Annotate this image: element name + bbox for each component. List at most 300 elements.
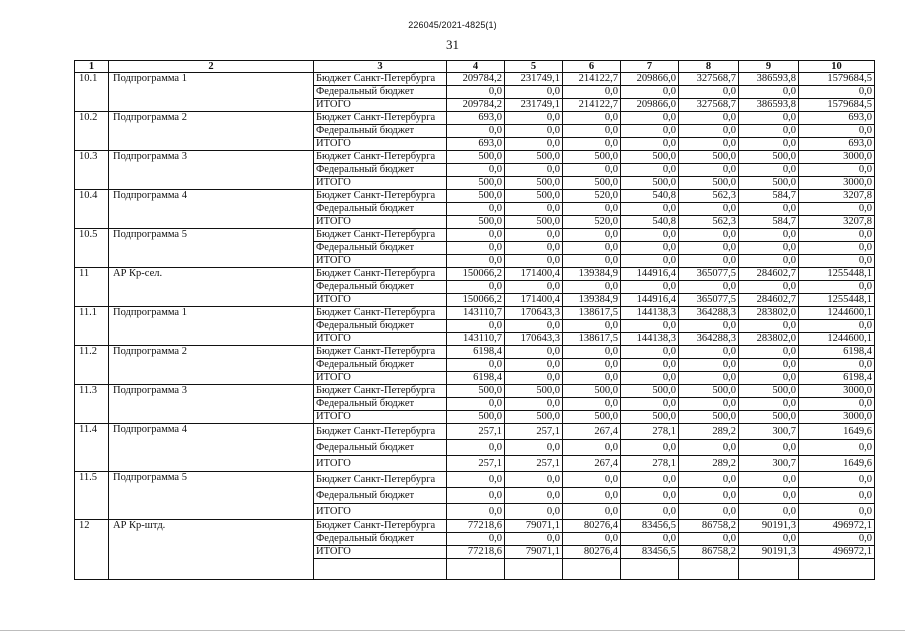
- value-cell-col-7: 278,1: [621, 456, 679, 472]
- value-cell-col-9: 500,0: [739, 177, 799, 190]
- value-cell-col-6: 0,0: [563, 398, 621, 411]
- table-row: [75, 472, 875, 488]
- budget-table: [74, 60, 875, 580]
- value-cell-col-9: 90191,3: [739, 546, 799, 559]
- value-cell-col-7: 500,0: [621, 385, 679, 398]
- value-cell-col-8: 562,3: [679, 190, 739, 203]
- value-cell-col-7: 0,0: [621, 320, 679, 333]
- value-cell-col-6: 0,0: [563, 203, 621, 216]
- column-header-2: 2: [109, 61, 314, 73]
- funding-source: Бюджет Санкт-Петербурга: [314, 151, 447, 164]
- value-cell-col-6: 500,0: [563, 151, 621, 164]
- value-cell-col-5: 0,0: [505, 164, 563, 177]
- value-cell-col-8: 289,2: [679, 456, 739, 472]
- column-header-1: 1: [75, 61, 109, 73]
- value-cell-col-10: 0,0: [799, 255, 875, 268]
- row-name: Подпрограмма 1: [109, 73, 314, 112]
- value-cell-col-10: 0,0: [799, 359, 875, 372]
- value-cell-col-7: 0,0: [621, 488, 679, 504]
- row-name: Подпрограмма 3: [109, 385, 314, 424]
- row-name: Подпрограмма 5: [109, 229, 314, 268]
- value-cell-col-10: 1244600,1: [799, 307, 875, 320]
- value-cell-col-7: 0,0: [621, 372, 679, 385]
- value-cell-col-6: 214122,7: [563, 99, 621, 112]
- value-cell-col-5: 0,0: [505, 398, 563, 411]
- value-cell-col-9: 90191,3: [739, 520, 799, 533]
- value-cell-col-4: 0,0: [447, 281, 505, 294]
- funding-source: Бюджет Санкт-Петербурга: [314, 229, 447, 242]
- value-cell-col-4: 693,0: [447, 112, 505, 125]
- value-cell-col-9: 0,0: [739, 112, 799, 125]
- value-cell-col-7: 500,0: [621, 411, 679, 424]
- value-cell-col-8: 0,0: [679, 440, 739, 456]
- value-cell-col-6: 139384,9: [563, 294, 621, 307]
- value-cell-col-5: 0,0: [505, 112, 563, 125]
- funding-source: Бюджет Санкт-Петербурга: [314, 268, 447, 281]
- value-cell-col-5: 500,0: [505, 411, 563, 424]
- value-cell-col-5: 0,0: [505, 440, 563, 456]
- funding-source: Федеральный бюджет: [314, 533, 447, 546]
- value-cell-col-4: 150066,2: [447, 294, 505, 307]
- value-cell-col-10: 1579684,5: [799, 73, 875, 86]
- value-cell-col-6: 0,0: [563, 229, 621, 242]
- funding-source: Бюджет Санкт-Петербурга: [314, 520, 447, 533]
- value-cell-col-8: 0,0: [679, 242, 739, 255]
- funding-source: Бюджет Санкт-Петербурга: [314, 307, 447, 320]
- value-cell-col-7: 0,0: [621, 359, 679, 372]
- value-cell-col-5: 257,1: [505, 424, 563, 440]
- value-cell-col-4: 0,0: [447, 255, 505, 268]
- value-cell-col-4: 150066,2: [447, 268, 505, 281]
- value-cell-col-10: 3000,0: [799, 151, 875, 164]
- value-cell-col-8: 0,0: [679, 398, 739, 411]
- row-name: АР Кр-сел.: [109, 268, 314, 307]
- column-header-9: 9: [739, 61, 799, 73]
- value-cell-col-8: 562,3: [679, 216, 739, 229]
- value-cell-col-9: 0,0: [739, 504, 799, 520]
- value-cell-col-8: 0,0: [679, 138, 739, 151]
- table-header-row: [75, 61, 875, 73]
- value-cell-col-4: 0,0: [447, 504, 505, 520]
- value-cell-col-9: 0,0: [739, 320, 799, 333]
- value-cell-col-4: 6198,4: [447, 372, 505, 385]
- value-cell-col-5: 0,0: [505, 488, 563, 504]
- value-cell-col-5: 500,0: [505, 151, 563, 164]
- value-cell-col-10: 693,0: [799, 112, 875, 125]
- value-cell-col-10: 0,0: [799, 203, 875, 216]
- value-cell-col-10: 3207,8: [799, 190, 875, 203]
- value-cell-col-7: 144916,4: [621, 294, 679, 307]
- value-cell-col-4: 209784,2: [447, 73, 505, 86]
- value-cell-col-8: 86758,2: [679, 546, 739, 559]
- value-cell-col-5: 170643,3: [505, 307, 563, 320]
- value-cell-col-4: 500,0: [447, 177, 505, 190]
- funding-source: ИТОГО: [314, 372, 447, 385]
- value-cell-col-4: 143110,7: [447, 307, 505, 320]
- column-header-10: 10: [799, 61, 875, 73]
- value-cell-col-5: 500,0: [505, 177, 563, 190]
- funding-source: Бюджет Санкт-Петербурга: [314, 346, 447, 359]
- funding-source: Федеральный бюджет: [314, 203, 447, 216]
- column-header-8: 8: [679, 61, 739, 73]
- value-cell-col-5: 257,1: [505, 456, 563, 472]
- value-cell-col-4: 0,0: [447, 164, 505, 177]
- column-header-6: 6: [563, 61, 621, 73]
- value-cell-col-9: 0,0: [739, 125, 799, 138]
- funding-source: Федеральный бюджет: [314, 164, 447, 177]
- funding-source: ИТОГО: [314, 294, 447, 307]
- value-cell-col-9: 0,0: [739, 533, 799, 546]
- value-cell-col-6: 500,0: [563, 411, 621, 424]
- value-cell-col-10: 0,0: [799, 472, 875, 488]
- value-cell-col-7: 0,0: [621, 398, 679, 411]
- empty-cell: [799, 559, 875, 580]
- funding-source: Бюджет Санкт-Петербурга: [314, 73, 447, 86]
- value-cell-col-9: 584,7: [739, 216, 799, 229]
- funding-source: Бюджет Санкт-Петербурга: [314, 472, 447, 488]
- value-cell-col-8: 0,0: [679, 281, 739, 294]
- value-cell-col-5: 0,0: [505, 504, 563, 520]
- value-cell-col-4: 0,0: [447, 86, 505, 99]
- value-cell-col-6: 500,0: [563, 385, 621, 398]
- row-name: Подпрограмма 4: [109, 190, 314, 229]
- value-cell-col-7: 0,0: [621, 504, 679, 520]
- value-cell-col-5: 0,0: [505, 255, 563, 268]
- table-row: [75, 268, 875, 281]
- funding-source: ИТОГО: [314, 546, 447, 559]
- scan-edge-line: [0, 630, 905, 631]
- value-cell-col-7: 0,0: [621, 203, 679, 216]
- value-cell-col-5: 0,0: [505, 86, 563, 99]
- row-code: 11.3: [75, 385, 109, 424]
- row-code: 10.3: [75, 151, 109, 190]
- value-cell-col-8: 365077,5: [679, 294, 739, 307]
- value-cell-col-4: 209784,2: [447, 99, 505, 112]
- table-row: [75, 190, 875, 203]
- value-cell-col-8: 0,0: [679, 229, 739, 242]
- value-cell-col-6: 520,0: [563, 216, 621, 229]
- value-cell-col-8: 0,0: [679, 488, 739, 504]
- budget-table-container: [74, 60, 874, 580]
- value-cell-col-8: 0,0: [679, 472, 739, 488]
- empty-cell: [314, 559, 447, 580]
- value-cell-col-5: 0,0: [505, 242, 563, 255]
- value-cell-col-4: 500,0: [447, 411, 505, 424]
- value-cell-col-7: 209866,0: [621, 73, 679, 86]
- value-cell-col-7: 0,0: [621, 533, 679, 546]
- value-cell-col-8: 500,0: [679, 151, 739, 164]
- value-cell-col-8: 364288,3: [679, 333, 739, 346]
- value-cell-col-4: 0,0: [447, 533, 505, 546]
- value-cell-col-7: 0,0: [621, 112, 679, 125]
- table-row: [75, 520, 875, 533]
- value-cell-col-6: 0,0: [563, 125, 621, 138]
- value-cell-col-8: 0,0: [679, 125, 739, 138]
- value-cell-col-6: 0,0: [563, 86, 621, 99]
- value-cell-col-4: 143110,7: [447, 333, 505, 346]
- value-cell-col-9: 0,0: [739, 372, 799, 385]
- value-cell-col-7: 144916,4: [621, 268, 679, 281]
- value-cell-col-6: 0,0: [563, 346, 621, 359]
- value-cell-col-5: 0,0: [505, 203, 563, 216]
- value-cell-col-4: 77218,6: [447, 520, 505, 533]
- value-cell-col-5: 170643,3: [505, 333, 563, 346]
- value-cell-col-9: 0,0: [739, 346, 799, 359]
- value-cell-col-5: 0,0: [505, 229, 563, 242]
- value-cell-col-9: 0,0: [739, 203, 799, 216]
- value-cell-col-6: 0,0: [563, 281, 621, 294]
- value-cell-col-8: 0,0: [679, 203, 739, 216]
- value-cell-col-9: 0,0: [739, 164, 799, 177]
- value-cell-col-8: 0,0: [679, 320, 739, 333]
- value-cell-col-10: 0,0: [799, 488, 875, 504]
- value-cell-col-6: 0,0: [563, 359, 621, 372]
- value-cell-col-9: 0,0: [739, 86, 799, 99]
- funding-source: ИТОГО: [314, 255, 447, 268]
- value-cell-col-4: 500,0: [447, 151, 505, 164]
- funding-source: Федеральный бюджет: [314, 242, 447, 255]
- value-cell-col-9: 0,0: [739, 398, 799, 411]
- funding-source: ИТОГО: [314, 456, 447, 472]
- value-cell-col-6: 80276,4: [563, 520, 621, 533]
- value-cell-col-10: 3000,0: [799, 177, 875, 190]
- value-cell-col-7: 0,0: [621, 242, 679, 255]
- value-cell-col-10: 1255448,1: [799, 294, 875, 307]
- row-name: Подпрограмма 2: [109, 346, 314, 385]
- value-cell-col-7: 500,0: [621, 151, 679, 164]
- value-cell-col-5: 79071,1: [505, 520, 563, 533]
- value-cell-col-10: 3207,8: [799, 216, 875, 229]
- value-cell-col-5: 0,0: [505, 138, 563, 151]
- value-cell-col-6: 214122,7: [563, 73, 621, 86]
- value-cell-col-5: 231749,1: [505, 73, 563, 86]
- value-cell-col-4: 500,0: [447, 216, 505, 229]
- value-cell-col-8: 327568,7: [679, 99, 739, 112]
- row-code: 11.1: [75, 307, 109, 346]
- value-cell-col-7: 0,0: [621, 164, 679, 177]
- value-cell-col-9: 0,0: [739, 229, 799, 242]
- table-row: [75, 229, 875, 242]
- value-cell-col-9: 0,0: [739, 242, 799, 255]
- value-cell-col-8: 0,0: [679, 359, 739, 372]
- value-cell-col-6: 0,0: [563, 440, 621, 456]
- value-cell-col-6: 520,0: [563, 190, 621, 203]
- value-cell-col-4: 0,0: [447, 320, 505, 333]
- value-cell-col-6: 0,0: [563, 533, 621, 546]
- funding-source: Федеральный бюджет: [314, 398, 447, 411]
- value-cell-col-7: 0,0: [621, 138, 679, 151]
- value-cell-col-8: 500,0: [679, 411, 739, 424]
- table-row: [75, 307, 875, 320]
- empty-cell: [621, 559, 679, 580]
- value-cell-col-4: 0,0: [447, 440, 505, 456]
- row-name: Подпрограмма 3: [109, 151, 314, 190]
- row-code: 11.4: [75, 424, 109, 472]
- value-cell-col-9: 500,0: [739, 385, 799, 398]
- funding-source: Бюджет Санкт-Петербурга: [314, 385, 447, 398]
- value-cell-col-6: 0,0: [563, 504, 621, 520]
- table-body: [75, 73, 875, 580]
- value-cell-col-10: 3000,0: [799, 411, 875, 424]
- value-cell-col-10: 6198,4: [799, 372, 875, 385]
- column-header-4: 4: [447, 61, 505, 73]
- empty-cell: [447, 559, 505, 580]
- row-code: 12: [75, 520, 109, 580]
- funding-source: ИТОГО: [314, 411, 447, 424]
- value-cell-col-4: 257,1: [447, 456, 505, 472]
- value-cell-col-5: 0,0: [505, 346, 563, 359]
- value-cell-col-9: 300,7: [739, 424, 799, 440]
- table-row: [75, 346, 875, 359]
- row-code: 10.2: [75, 112, 109, 151]
- value-cell-col-7: 83456,5: [621, 520, 679, 533]
- value-cell-col-6: 0,0: [563, 320, 621, 333]
- value-cell-col-8: 86758,2: [679, 520, 739, 533]
- value-cell-col-8: 500,0: [679, 177, 739, 190]
- page-number: 31: [446, 37, 459, 52]
- value-cell-col-10: 1649,6: [799, 456, 875, 472]
- value-cell-col-9: 283802,0: [739, 307, 799, 320]
- value-cell-col-10: 1255448,1: [799, 268, 875, 281]
- value-cell-col-8: 500,0: [679, 385, 739, 398]
- funding-source: Федеральный бюджет: [314, 320, 447, 333]
- funding-source: Федеральный бюджет: [314, 125, 447, 138]
- value-cell-col-7: 278,1: [621, 424, 679, 440]
- value-cell-col-9: 0,0: [739, 138, 799, 151]
- value-cell-col-4: 0,0: [447, 488, 505, 504]
- value-cell-col-8: 0,0: [679, 533, 739, 546]
- value-cell-col-10: 0,0: [799, 164, 875, 177]
- value-cell-col-6: 0,0: [563, 372, 621, 385]
- value-cell-col-7: 0,0: [621, 255, 679, 268]
- value-cell-col-8: 0,0: [679, 86, 739, 99]
- value-cell-col-6: 0,0: [563, 255, 621, 268]
- value-cell-col-6: 267,4: [563, 456, 621, 472]
- value-cell-col-4: 500,0: [447, 190, 505, 203]
- value-cell-col-10: 0,0: [799, 398, 875, 411]
- value-cell-col-10: 1649,6: [799, 424, 875, 440]
- table-row: [75, 385, 875, 398]
- value-cell-col-5: 0,0: [505, 359, 563, 372]
- value-cell-col-10: 6198,4: [799, 346, 875, 359]
- value-cell-col-4: 500,0: [447, 385, 505, 398]
- empty-cell: [563, 559, 621, 580]
- row-name: Подпрограмма 2: [109, 112, 314, 151]
- value-cell-col-7: 0,0: [621, 346, 679, 359]
- value-cell-col-4: 0,0: [447, 229, 505, 242]
- value-cell-col-6: 138617,5: [563, 307, 621, 320]
- value-cell-col-8: 0,0: [679, 112, 739, 125]
- value-cell-col-4: 693,0: [447, 138, 505, 151]
- value-cell-col-7: 540,8: [621, 190, 679, 203]
- value-cell-col-5: 79071,1: [505, 546, 563, 559]
- funding-source: Федеральный бюджет: [314, 359, 447, 372]
- funding-source: Федеральный бюджет: [314, 86, 447, 99]
- value-cell-col-9: 284602,7: [739, 268, 799, 281]
- funding-source: Федеральный бюджет: [314, 281, 447, 294]
- value-cell-col-5: 0,0: [505, 472, 563, 488]
- column-header-3: 3: [314, 61, 447, 73]
- value-cell-col-7: 0,0: [621, 229, 679, 242]
- value-cell-col-9: 584,7: [739, 190, 799, 203]
- column-header-5: 5: [505, 61, 563, 73]
- value-cell-col-7: 0,0: [621, 125, 679, 138]
- value-cell-col-8: 365077,5: [679, 268, 739, 281]
- value-cell-col-8: 289,2: [679, 424, 739, 440]
- value-cell-col-6: 138617,5: [563, 333, 621, 346]
- value-cell-col-7: 144138,3: [621, 307, 679, 320]
- value-cell-col-7: 209866,0: [621, 99, 679, 112]
- value-cell-col-10: 3000,0: [799, 385, 875, 398]
- document-id: 226045/2021-4825(1): [408, 20, 497, 30]
- value-cell-col-5: 500,0: [505, 216, 563, 229]
- value-cell-col-5: 171400,4: [505, 268, 563, 281]
- value-cell-col-6: 80276,4: [563, 546, 621, 559]
- value-cell-col-9: 0,0: [739, 255, 799, 268]
- value-cell-col-9: 0,0: [739, 472, 799, 488]
- value-cell-col-5: 0,0: [505, 533, 563, 546]
- value-cell-col-4: 6198,4: [447, 346, 505, 359]
- row-code: 10.4: [75, 190, 109, 229]
- value-cell-col-7: 0,0: [621, 86, 679, 99]
- value-cell-col-6: 0,0: [563, 488, 621, 504]
- value-cell-col-6: 0,0: [563, 472, 621, 488]
- value-cell-col-9: 0,0: [739, 440, 799, 456]
- value-cell-col-7: 500,0: [621, 177, 679, 190]
- empty-cell: [679, 559, 739, 580]
- funding-source: Федеральный бюджет: [314, 488, 447, 504]
- value-cell-col-6: 0,0: [563, 164, 621, 177]
- value-cell-col-4: 0,0: [447, 472, 505, 488]
- value-cell-col-10: 0,0: [799, 320, 875, 333]
- value-cell-col-9: 284602,7: [739, 294, 799, 307]
- row-code: 11.5: [75, 472, 109, 520]
- funding-source: ИТОГО: [314, 216, 447, 229]
- value-cell-col-9: 283802,0: [739, 333, 799, 346]
- value-cell-col-10: 496972,1: [799, 546, 875, 559]
- value-cell-col-8: 0,0: [679, 164, 739, 177]
- value-cell-col-10: 0,0: [799, 533, 875, 546]
- value-cell-col-6: 0,0: [563, 112, 621, 125]
- value-cell-col-9: 386593,8: [739, 73, 799, 86]
- table-row: [75, 112, 875, 125]
- value-cell-col-10: 1244600,1: [799, 333, 875, 346]
- value-cell-col-4: 0,0: [447, 398, 505, 411]
- value-cell-col-5: 171400,4: [505, 294, 563, 307]
- value-cell-col-4: 0,0: [447, 203, 505, 216]
- value-cell-col-7: 144138,3: [621, 333, 679, 346]
- value-cell-col-6: 500,0: [563, 177, 621, 190]
- value-cell-col-10: 0,0: [799, 504, 875, 520]
- value-cell-col-5: 500,0: [505, 385, 563, 398]
- value-cell-col-10: 0,0: [799, 242, 875, 255]
- table-row: [75, 424, 875, 440]
- value-cell-col-9: 0,0: [739, 488, 799, 504]
- value-cell-col-6: 0,0: [563, 242, 621, 255]
- value-cell-col-4: 0,0: [447, 242, 505, 255]
- empty-cell: [505, 559, 563, 580]
- value-cell-col-10: 496972,1: [799, 520, 875, 533]
- value-cell-col-9: 0,0: [739, 281, 799, 294]
- value-cell-col-5: 0,0: [505, 125, 563, 138]
- value-cell-col-8: 0,0: [679, 346, 739, 359]
- row-code: 10.5: [75, 229, 109, 268]
- value-cell-col-5: 0,0: [505, 281, 563, 294]
- value-cell-col-7: 0,0: [621, 472, 679, 488]
- value-cell-col-6: 0,0: [563, 138, 621, 151]
- value-cell-col-10: 0,0: [799, 440, 875, 456]
- funding-source: ИТОГО: [314, 177, 447, 190]
